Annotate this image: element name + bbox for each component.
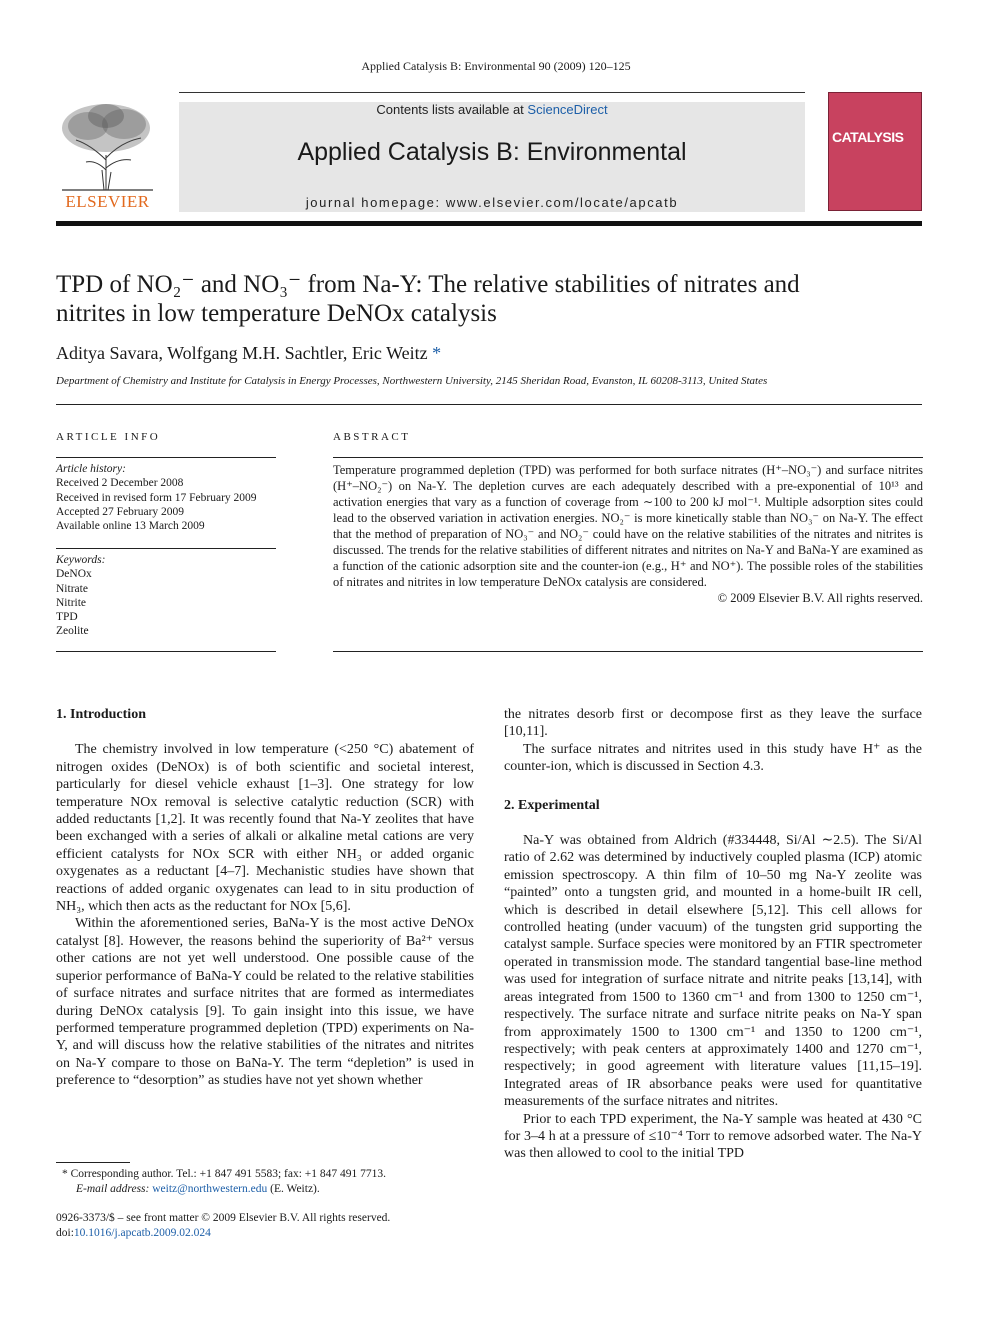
abstract-text: Temperature programmed depletion (TPD) was performed for both surface nitrates (H⁺–NO₃⁻) and surface nitrites (H⁺–NO₂⁻) on Na-Y. The depletion curves are each adequately described with a pre-exponential of 10¹³ and activation energies that vary as a function of coverage from ∼100 to 200 kJ mol⁻¹. Multiple adsorption sites could lead to the observed variation in activation energies. NO₂⁻ is more kinetically stable than NO₃⁻ on Na-Y. The effect that the method of preparation of NO₃⁻ and NO₂⁻ could have on the relative stabilities of the nitrates and nitrites is discussed. The trends for the relative stabilities of different nitrates and nitrites on Na-Y and BaNa-Y are examined as a function of the cationic adsorption site and the counter-ion (e.g., H⁺ and NO⁺). The possible roles of the stabilities of nitrates and nitrites in low temperature DeNOx catalysis are considered.: [333, 463, 923, 589]
abstract-copyright: © 2009 Elsevier B.V. All rights reserved.: [717, 591, 923, 605]
keyword: Zeolite: [56, 625, 89, 638]
intro-paragraph-2: Within the aforementioned series, BaNa-Y is the most active DeNOx catalyst [8]. However, the reasons behind the superiority of Ba²⁺ versus other cations are not yet well understood. One possible cause of the superior performance of BaNa-Y could be related to the relative stabilities of surface nitrates and surface nitrites that are formed as intermediates during DeNOx catalysis [9]. To gain insight into this issue, we have performed temperature programmed depletion (TPD) experiments on Na-Y, and will discuss how the relative stabilities of the nitrates and nitrites on Na-Y compare to those on BaNa-Y. The term “depletion” is used in preference to “desorption” as studies have not yet shown whether: [56, 916, 474, 1089]
elsevier-wordmark: ELSEVIER: [65, 192, 150, 211]
history-item: Available online 13 March 2009: [56, 520, 205, 533]
intro-paragraph-1: The chemistry involved in low temperature (<250 °C) abatement of nitrogen oxides (DeNOx) is of both scientific and societal interest, particularly for diesel vehicle exhaust [1–3]. One strategy for low temperature NOx removal is selective catalytic reduction (SCR) with added reductants [1,2]. It was recently found that Na-Y zeolites that have been exchanged with a series of alkali or alkaline metal cations are very efficient catalysts for NOx SCR with either NH₃ or added organic oxygenates as a reductant [4–7]. Mechanistic studies have shown that reactions of added organic oxygenates can lead to in situ production of NH₃, which then acts as the reductant for NOx [5,6].: [56, 742, 474, 915]
footnote-email-line: [62, 1182, 482, 1197]
author-list: [56, 343, 441, 364]
journal-cover: [828, 92, 922, 211]
journal-homepage[interactable]: journal homepage: www.elsevier.com/locate/apcatb: [305, 195, 679, 210]
abstract-heading: ABSTRACT: [333, 431, 411, 443]
right-column: [504, 706, 922, 1163]
abstract-rule: [333, 457, 923, 458]
intro-paragraph-3: The surface nitrates and nitrites used in this study have H⁺ as the counter-ion, which is discussed in Section 4.3.: [504, 741, 922, 775]
experimental-paragraph-2: Prior to each TPD experiment, the Na-Y sample was heated at 430 °C for 3–4 h at a pressure of ≤10⁻⁴ Torr to remove adsorbed water. The Na-Y was then allowed to cool to the initial TPD: [504, 1111, 922, 1162]
footnote-corresponding: * Corresponding author. Tel.: +1 847 491 5583; fax: +1 847 491 7713.: [62, 1168, 387, 1180]
email-label: E-mail address:: [76, 1182, 150, 1195]
article-title-line1: TPD of NO₂⁻ and NO₃⁻ from Na-Y: The relative stabilities of nitrates and: [56, 271, 800, 298]
abstract-bottom-rule: [333, 651, 923, 652]
header-top-rule: [179, 92, 805, 93]
section-heading-experimental: 2. Experimental: [504, 797, 600, 813]
intro-paragraph-continued: the nitrates desorb first or decompose first as they leave the surface [10,11].: [504, 707, 922, 740]
contents-line: [179, 102, 805, 117]
running-header: Applied Catalysis B: Environmental 90 (2009) 120–125: [361, 59, 631, 73]
abstract-body: [333, 462, 923, 606]
experimental-paragraph-1: Na-Y was obtained from Aldrich (#334448, Si/Al ∼2.5). The Si/Al ratio of 2.62 was determined by inductively coupled plasma (ICP) atomic emission spectroscopy. A thin film of 10–50 mg Na-Y zeolite was “painted” onto a tungsten grid, and mounted in a home-built IR cell, which is described in detail elsewhere [5,12]. This cell allows for controlled heating (under vacuum) of the tungsten grid supporting the catalyst sample. Surface species were monitored by an FTIR spectrometer operated in transmission mode. The standard tangential base-line method was used for integration of surface nitrate and nitrite peaks [13,14], with areas integrated from 1500 to 1360 cm⁻¹ and from 1300 to 1250 cm⁻¹, respectively. The surface nitrate and surface nitrite peaks on Na-Y span from approximately 1500 to 1300 cm⁻¹ and 1350 to 1200 cm⁻¹, respectively; with peak centers at approximately 1400 and 1270 cm⁻¹, respectively; in good agreement with literature values [11,15–19]. Integrated areas of IR absorbance peaks were used for quantitative measurements of the surface nitrates and nitrites.: [504, 833, 922, 1110]
history-item: Received 2 December 2008: [56, 477, 184, 490]
header-thick-rule: [56, 221, 922, 226]
doi-label: doi:: [56, 1226, 74, 1239]
email-suffix: (E. Weitz).: [270, 1182, 320, 1195]
article-title-line2: nitrites in low temperature DeNOx catalysis: [56, 300, 497, 327]
corresponding-author-mark[interactable]: *: [432, 343, 442, 363]
contents-prefix: Contents lists available at: [376, 102, 528, 117]
cover-title: CATALYSIS: [832, 129, 904, 145]
article-info-heading: ARTICLE INFO: [56, 431, 161, 443]
keyword: Nitrate: [56, 582, 88, 595]
keyword: Nitrite: [56, 596, 87, 609]
keywords-label: Keywords:: [56, 554, 106, 566]
article-info-rule: [56, 457, 276, 458]
article-title: [56, 270, 922, 328]
keywords: [56, 553, 278, 639]
history-item: Received in revised form 17 February 2009: [56, 491, 257, 504]
sciencedirect-link[interactable]: ScienceDirect: [527, 102, 608, 117]
issn-line: 0926-3373/$ – see front matter © 2009 Elsevier B.V. All rights reserved.: [56, 1212, 391, 1224]
info-bottom-rule: [56, 651, 276, 652]
doi-link[interactable]: 10.1016/j.apcatb.2009.02.024: [73, 1226, 211, 1239]
journal-header-band: [179, 102, 805, 212]
email-link[interactable]: weitz@northwestern.edu: [152, 1182, 268, 1195]
footnote: [62, 1167, 482, 1196]
elsevier-logo: [56, 100, 159, 212]
authors: Aditya Savara, Wolfgang M.H. Sachtler, Eric Weitz: [56, 343, 428, 363]
keyword: DeNOx: [56, 568, 92, 581]
keywords-rule: [56, 548, 276, 549]
history-item: Accepted 27 February 2009: [56, 505, 185, 518]
doi-line: [56, 1226, 486, 1241]
title-divider: [56, 404, 922, 405]
journal-name: Applied Catalysis B: Environmental: [297, 138, 687, 166]
section-heading-introduction: 1. Introduction: [56, 707, 146, 722]
front-matter: [56, 1211, 486, 1240]
footnote-rule: [56, 1162, 130, 1163]
tree-icon: [56, 100, 159, 192]
affiliation: Department of Chemistry and Institute for Catalysis in Energy Processes, Northwestern University, 2145 Sheridan Road, Evanston, IL 60208-3113, United States: [56, 375, 768, 387]
left-column: [56, 706, 474, 1090]
article-history: [56, 462, 278, 533]
history-label: Article history:: [56, 463, 126, 475]
keyword: TPD: [56, 611, 78, 624]
